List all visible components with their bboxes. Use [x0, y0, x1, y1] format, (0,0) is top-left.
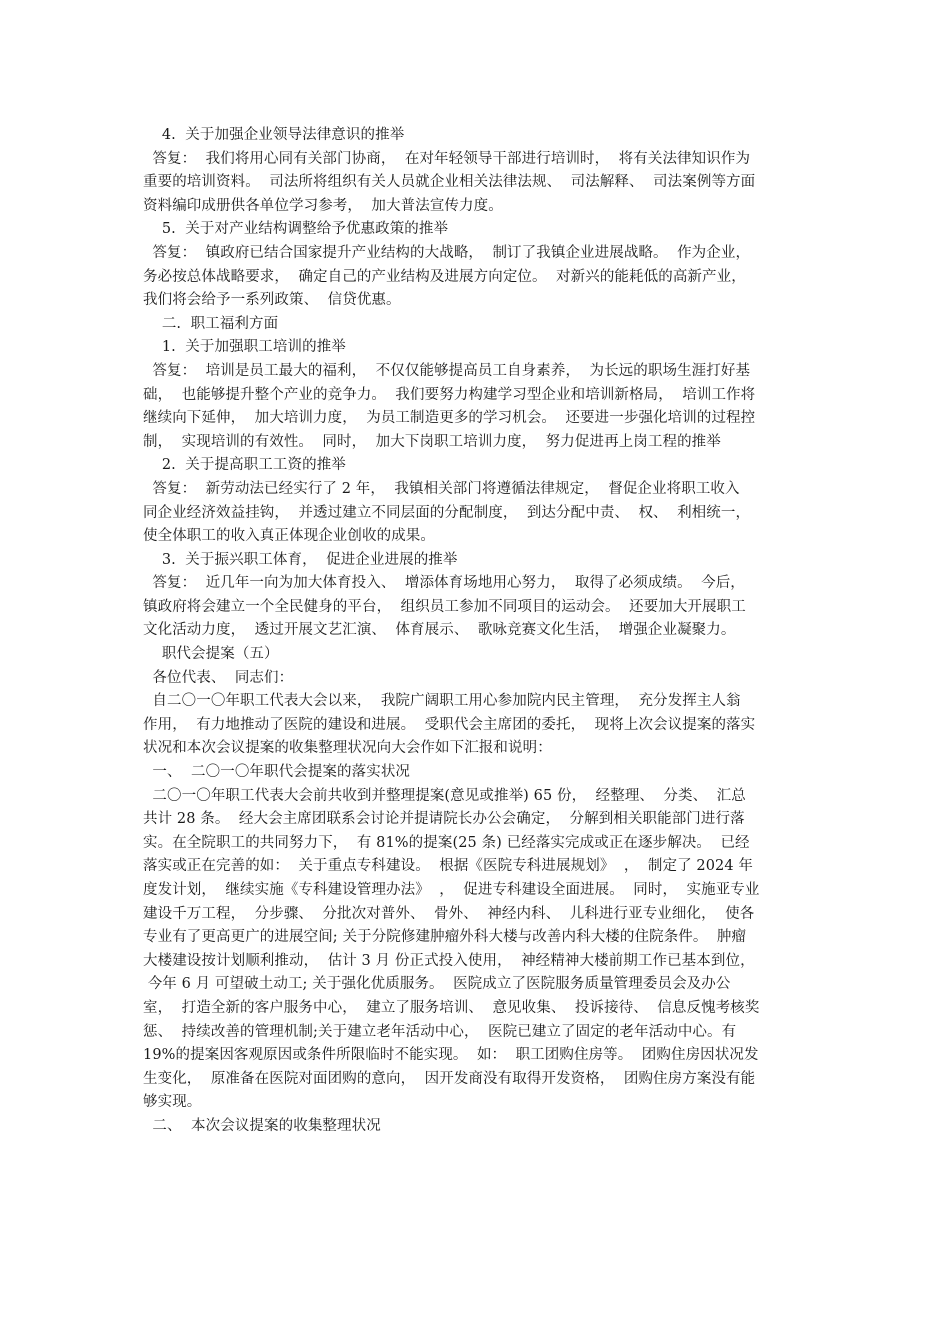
text-line: 室， 打造全新的客户服务中心， 建立了服务培训、 意见收集、 投诉接待、 信息反愧考核奖 — [143, 999, 760, 1016]
text-line: 制， 实现培训的有效性。 同时， 加大下岗职工培训力度， 努力促进再上岗工程的推举 — [143, 433, 721, 450]
text-line: 作用， 有力地推动了医院的建设和进展。 受职代会主席团的委托， 现将上次会议提案的落实 — [143, 716, 756, 733]
text-line: 二、 本次会议提案的收集整理状况 — [143, 1117, 381, 1134]
text-line: 惩、 持续改善的管理机制;关于建立老年活动中心， 医院已建立了固定的老年活动中心。有 — [143, 1023, 737, 1040]
text-line: 一、 二〇一〇年职代会提案的落实状况 — [143, 764, 411, 781]
text-line: 2. 关于提高职工工资的推举 — [143, 457, 346, 474]
text-line: 今年 6 月 可望破土动工; 关于强化优质服务。 医院成立了医院服务质量管理委员会及办公 — [143, 976, 731, 993]
text-line: 资料编印成册供各单位学习参考， 加大普法宣传力度。 — [143, 197, 503, 214]
text-line: 二. 职工福利方面 — [143, 315, 279, 332]
text-line: 实。在全院职工的共同努力下， 有 81%的提案(25 条) 已经落实完成或正在逐步解决。 已经 — [143, 834, 750, 851]
text-line: 状况和本次会议提案的收集整理状况向大会作如下汇报和说明： — [143, 740, 552, 757]
text-line: 生变化， 原准备在医院对面团购的意向， 因开发商没有取得开发资格， 团购住房方案没有能 — [143, 1070, 756, 1087]
text-line: 使全体职工的收入真正体现企业创收的成果。 — [143, 528, 435, 545]
text-line: 镇政府将会建立一个全民健身的平台， 组织员工参加不同项目的运动会。 还要加大开展职工 — [143, 598, 746, 615]
text-line: 继续向下延伸， 加大培训力度， 为员工制造更多的学习机会。 还要进一步强化培训的过程控 — [143, 410, 756, 427]
text-line: 1. 关于加强职工培训的推举 — [143, 339, 346, 356]
document-body — [143, 124, 808, 1139]
text-line: 各位代表、 同志们： — [143, 669, 294, 686]
text-line: 同企业经济效益挂钩， 并透过建立不同层面的分配制度， 到达分配中责、 权、 利相统一， — [143, 504, 751, 521]
text-line: 重要的培训资料。 司法所将组织有关人员就企业相关法律法规、 司法解释、 司法案例等方面 — [143, 174, 756, 191]
text-line: 我们将会给予一系列政策、 信贷优惠。 — [143, 292, 401, 309]
text-line: 4. 关于加强企业领导法律意识的推举 — [143, 127, 405, 143]
text-line: 3. 关于振兴职工体育， 促进企业进展的推举 — [143, 551, 458, 568]
text-line: 答复： 新劳动法已经实行了 2 年， 我镇相关部门将遵循法律规定， 督促企业将职工收入 — [143, 480, 740, 497]
text-line: 答复： 近几年一向为加大体育投入、 增添体育场地用心努力， 取得了必须成绩。 今后， — [143, 575, 745, 592]
text-line: 5. 关于对产业结构调整给予优惠政策的推举 — [143, 221, 449, 238]
text-line: 建设千万工程， 分步骤、 分批次对普外、 骨外、 神经内科、 儿科进行亚专业细化， 使各 — [143, 905, 755, 922]
text-line: 度发计划， 继续实施《专科建设管理办法》 ， 促进专科建设全面进展。 同时， 实施亚专业 — [143, 882, 760, 898]
text-line: 答复： 镇政府已结合国家提升产业结构的大战略， 制订了我镇企业进展战略。 作为企业， — [143, 244, 751, 261]
text-line: 二〇一〇年职工代表大会前共收到并整理提案(意见或推举) 65 份， 经整理、 分类、 汇总 — [143, 787, 746, 804]
text-line: 19%的提案因客观原因或条件所限临时不能实现。 如： 职工团购住房等。 团购住房因状况发 — [143, 1047, 759, 1064]
text-line: 础， 也能够提升整个产业的竞争力。 我们要努力构建学习型企业和培训新格局， 培训工作将 — [143, 386, 756, 403]
text-line: 职代会提案（五） — [143, 646, 279, 663]
text-line: 大楼建设按计划顺利推动， 估计 3 月 份正式投入使用， 神经精神大楼前期工作已基本到位， — [143, 952, 755, 969]
text-line: 专业有了更高更广的进展空间; 关于分院修建肿瘤外科大楼与改善内科大楼的住院条件。 肿瘤 — [143, 929, 747, 946]
text-line: 落实或正在完善的如： 关于重点专科建设。 根据《医院专科进展规划》 ， 制定了 2024 年 — [143, 858, 753, 875]
text-line: 够实现。 — [143, 1094, 202, 1111]
text-line: 文化活动力度， 透过开展文艺汇演、 体育展示、 歌咏竞赛文化生活， 增强企业凝聚力。 — [143, 622, 736, 639]
text-line: 共计 28 条。 经大会主席团联系会讨论并提请院长办公会确定， 分解到相关职能部门进行落 — [143, 811, 745, 828]
text-line: 答复： 培训是员工最大的福利， 不仅仅能够提高员工自身素养， 为长远的职场生涯打好基 — [143, 362, 751, 379]
text-line: 答复： 我们将用心同有关部门协商， 在对年轻领导干部进行培训时， 将有关法律知识作为 — [143, 150, 751, 167]
text-line: 务必按总体战略要求， 确定自己的产业结构及进展方向定位。 对新兴的能耗低的高新产业， — [143, 268, 746, 285]
text-line: 自二〇一〇年职工代表大会以来， 我院广阔职工用心参加院内民主管理， 充分发挥主人翁 — [143, 693, 741, 710]
